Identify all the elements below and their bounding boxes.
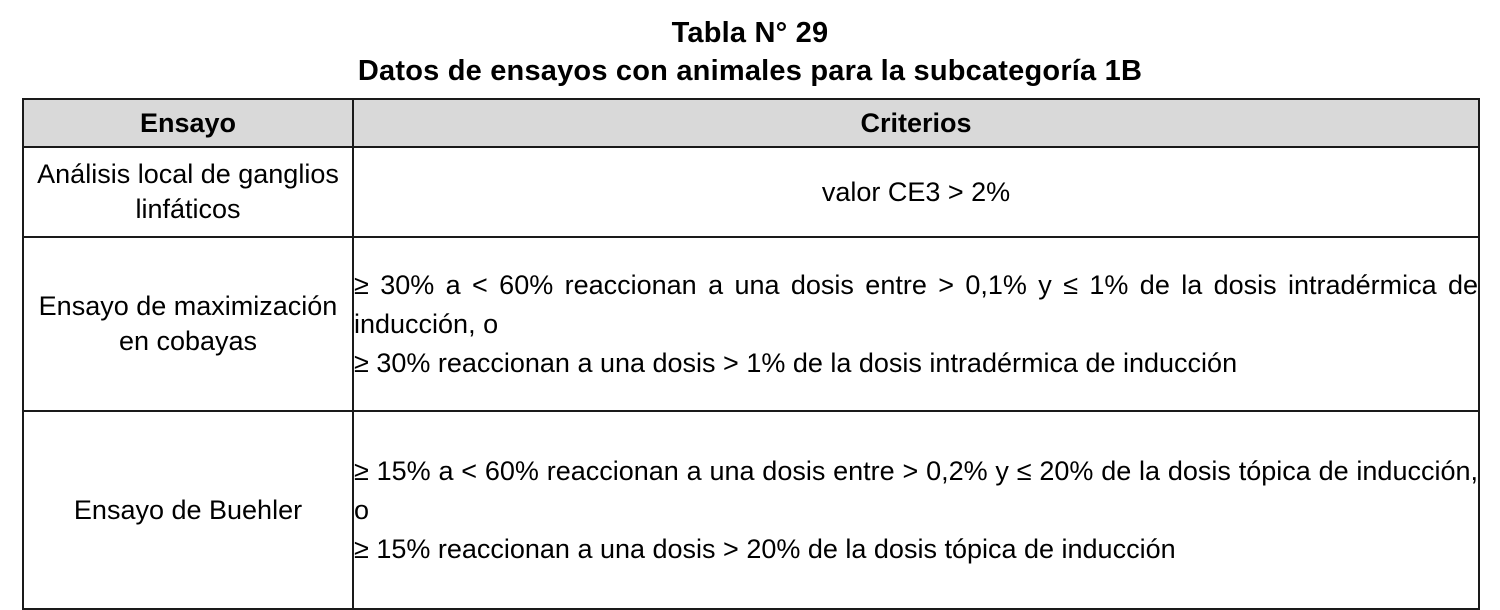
table-caption xyxy=(0,0,1500,90)
column-header-ensayo: Ensayo xyxy=(23,99,353,147)
table-row xyxy=(23,411,1479,609)
table-body xyxy=(23,147,1479,609)
criterio-line: valor CE3 > 2% xyxy=(821,176,1011,207)
table-row xyxy=(23,147,1479,237)
table-row xyxy=(23,237,1479,411)
animal-test-data-table xyxy=(22,98,1480,610)
table-number: Tabla N° 29 xyxy=(671,17,829,49)
criterio-line: ≥ 30% a < 60% reaccionan a una dosis entre > 0,1% y ≤ 1% de la dosis intradérmica de inducción, o xyxy=(354,269,1478,339)
cell-ensayo: Análisis local de ganglios linfáticos xyxy=(23,147,353,237)
table-header xyxy=(23,99,1479,147)
cell-ensayo: Ensayo de Buehler xyxy=(23,411,353,609)
cell-criterios xyxy=(353,237,1479,411)
column-header-criterios: Criterios xyxy=(353,99,1479,147)
cell-criterios xyxy=(353,147,1479,237)
criterio-line: ≥ 15% a < 60% reaccionan a una dosis entre > 0,2% y ≤ 20% de la dosis tópica de inducción, o xyxy=(354,455,1478,525)
table-container xyxy=(22,98,1478,610)
criterio-line: ≥ 30% reaccionan a una dosis > 1% de la dosis intradérmica de inducción xyxy=(354,347,1238,378)
cell-criterios xyxy=(353,411,1479,609)
criterio-line: ≥ 15% reaccionan a una dosis > 20% de la dosis tópica de inducción xyxy=(354,533,1176,564)
table-header-row xyxy=(23,99,1479,147)
cell-ensayo: Ensayo de maximización en cobayas xyxy=(23,237,353,411)
table-title: Datos de ensayos con animales para la subcategoría 1B xyxy=(357,55,1143,87)
